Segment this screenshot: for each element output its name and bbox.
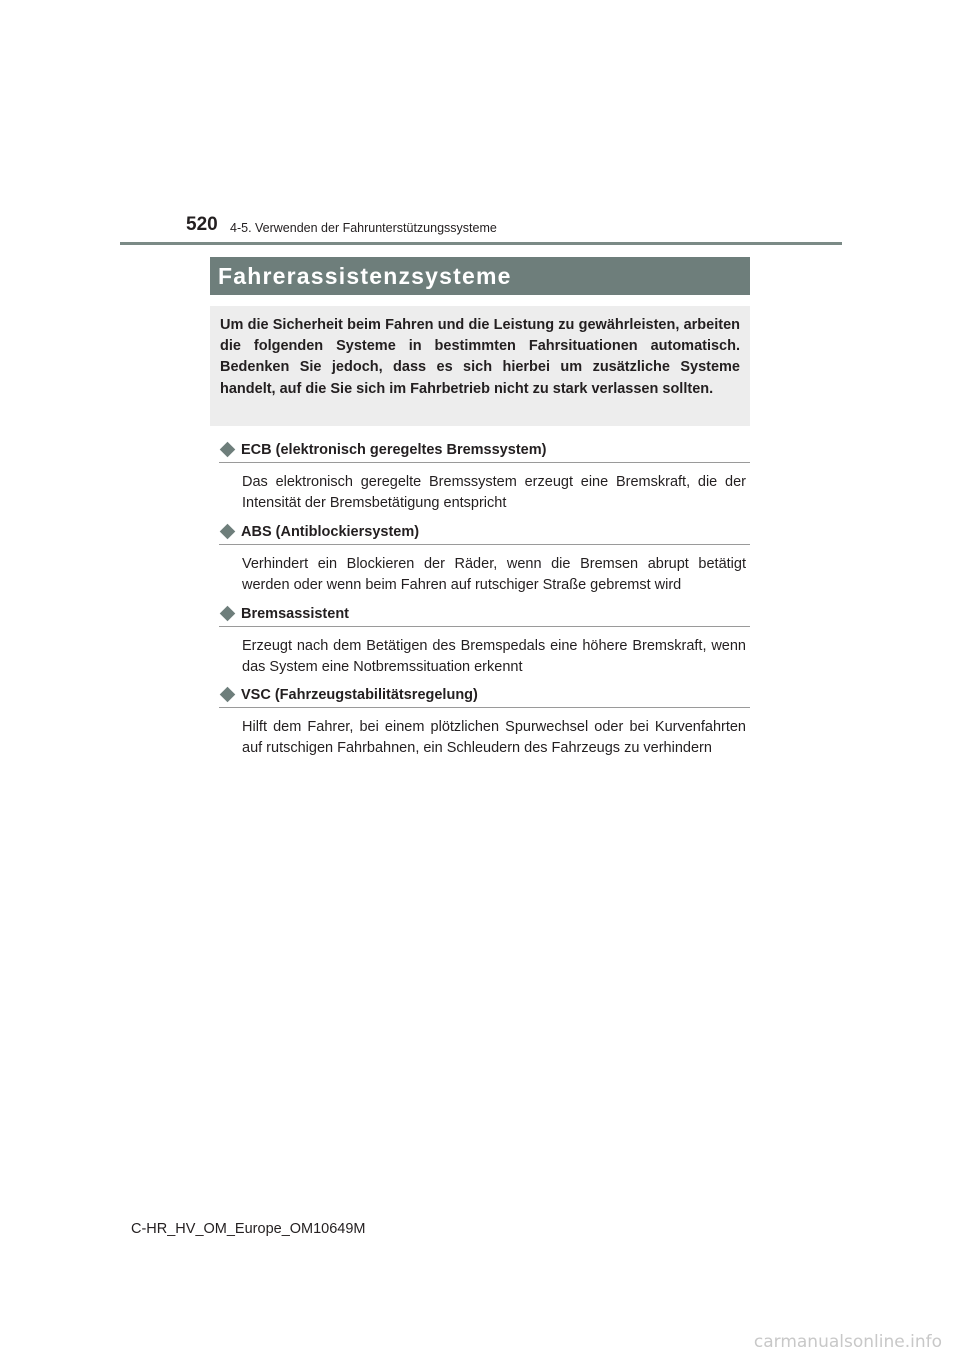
page-number: 520 — [186, 214, 218, 235]
section-heading — [219, 605, 750, 627]
page-title: Fahrerassistenzsysteme — [218, 262, 512, 289]
section-body: Erzeugt nach dem Betätigen des Bremspedals eine höhere Bremskraft, wenn das System eine Notbremssituation erkennt — [242, 638, 746, 676]
section-abs — [219, 523, 750, 596]
section-body: Hilft dem Fahrer, bei einem plötzlichen Spurwechsel oder bei Kurvenfahrten auf rutschigen Fahrbahnen, ein Schleudern des Fahrzeugs zu verhindern — [242, 719, 746, 757]
diamond-bullet-icon — [220, 442, 236, 458]
section-title: Bremsassistent — [241, 605, 349, 622]
section-ecb — [219, 441, 750, 514]
intro-text: Um die Sicherheit beim Fahren und die Leistung zu gewährleisten, arbeiten die folgenden Systeme in bestimmten Fahrsituationen automatisch. Bedenken Sie jedoch, dass es sich hierbei um zusätzliche Systeme handelt, auf die Sie sich im Fahrbetrieb nicht zu stark verlassen sollten. — [220, 317, 740, 397]
section-heading — [219, 441, 750, 463]
header-rule — [120, 242, 842, 245]
section-title: VSC (Fahrzeugstabilitätsregelung) — [241, 686, 478, 703]
section-vsc — [219, 686, 750, 759]
document-code: C-HR_HV_OM_Europe_OM10649M — [131, 1221, 366, 1237]
section-body: Verhindert ein Blockieren der Räder, wenn die Bremsen abrupt betätigt werden oder wenn beim Fahren auf rutschiger Straße gebremst wird — [242, 556, 746, 594]
section-brake-assist — [219, 605, 750, 678]
section-title: ECB (elektronisch geregeltes Bremssystem) — [241, 441, 547, 458]
watermark: carmanualsonline.info — [753, 1332, 942, 1352]
intro-box — [210, 306, 750, 426]
diamond-bullet-icon — [220, 687, 236, 703]
section-title-bar — [210, 257, 750, 295]
section-heading — [219, 686, 750, 708]
diamond-bullet-icon — [220, 524, 236, 540]
section-title: ABS (Antiblockiersystem) — [241, 523, 420, 540]
diamond-bullet-icon — [220, 606, 236, 622]
section-body: Das elektronisch geregelte Bremssystem erzeugt eine Bremskraft, die der Intensität der Bremsbetätigung entspricht — [242, 474, 746, 512]
section-heading — [219, 523, 750, 545]
chapter-title: 4-5. Verwenden der Fahrunterstützungssysteme — [230, 221, 497, 235]
